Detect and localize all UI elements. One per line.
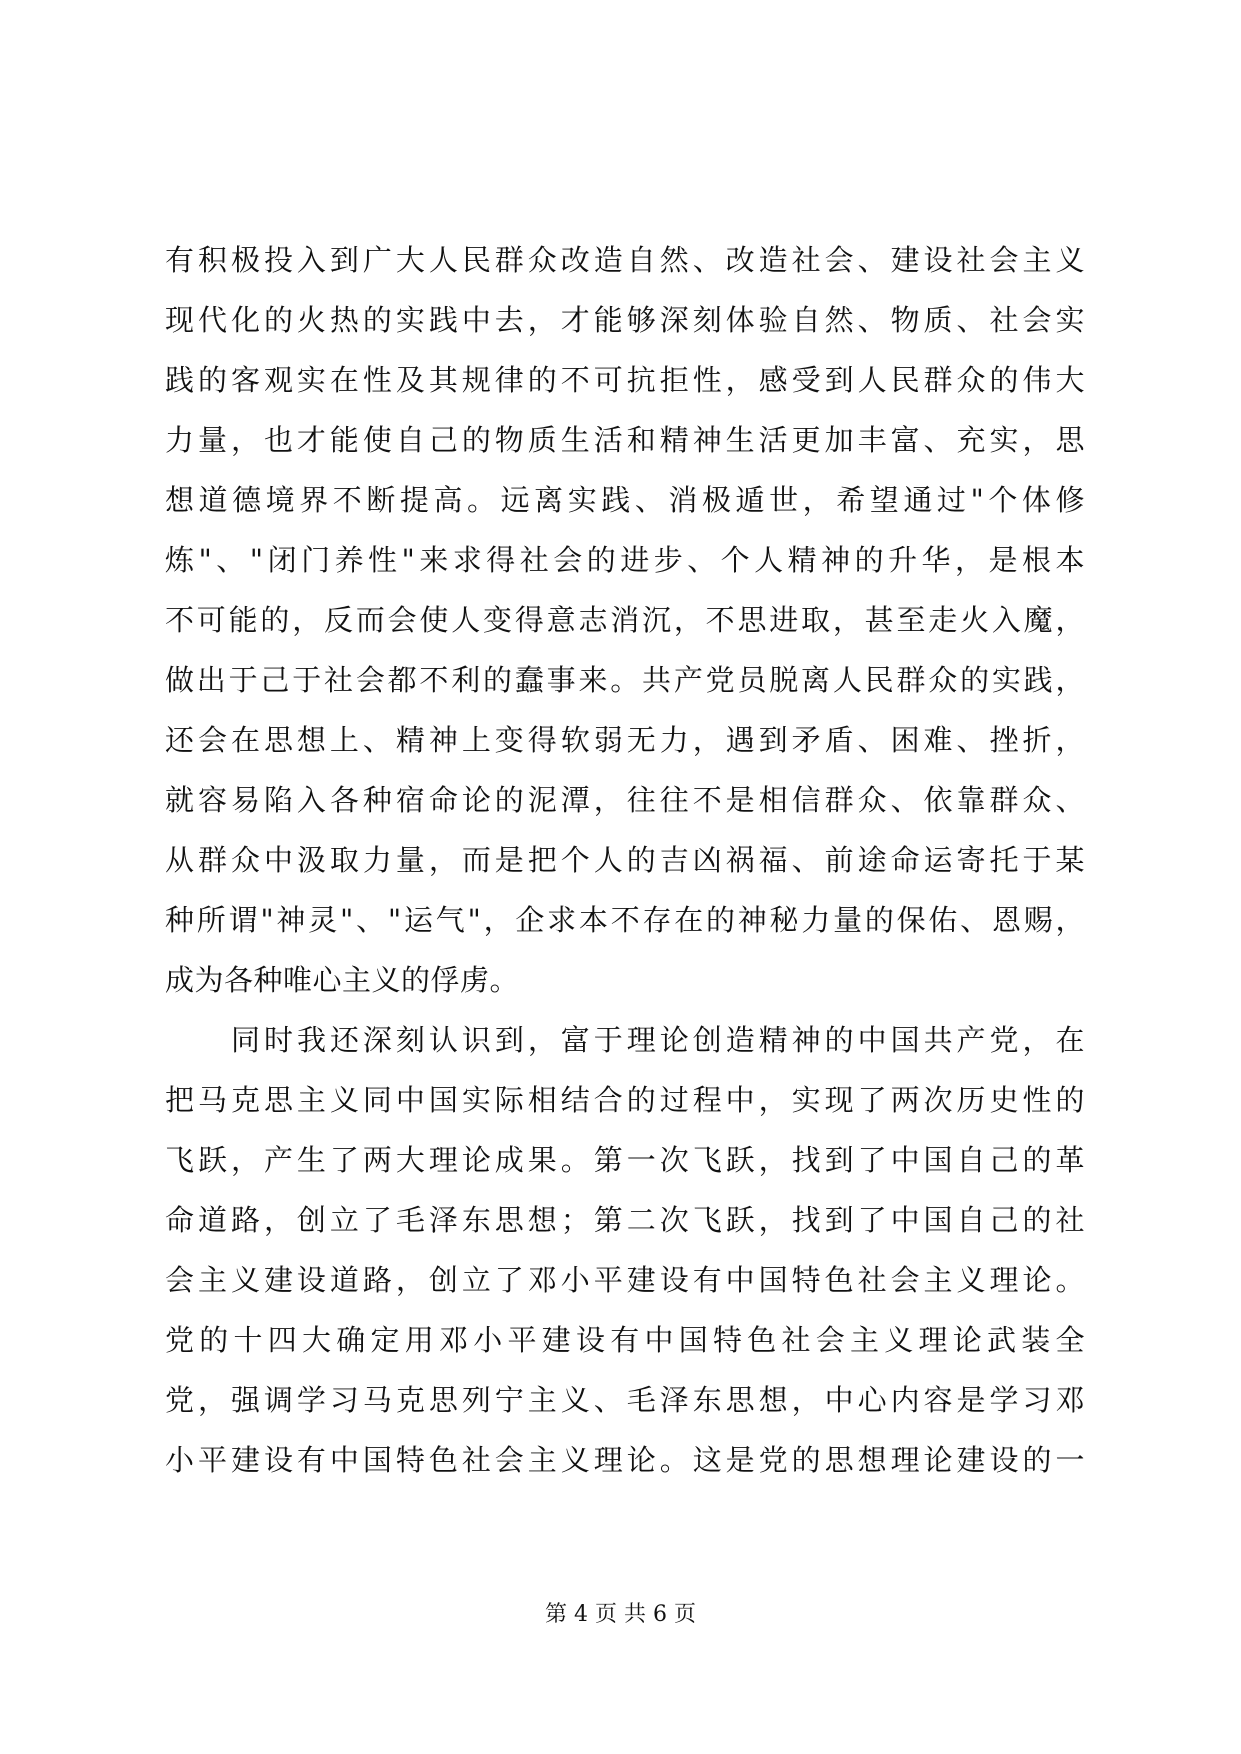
text-line: 把马克思主义同中国实际相结合的过程中，实现了两次历史性的 [165,1083,1085,1117]
text-line: 小平建设有中国特色社会主义理论。这是党的思想理论建设的一 [165,1443,1085,1477]
text-line: 现代化的火热的实践中去，才能够深刻体验自然、物质、社会实 [165,303,1085,337]
text-line: 做出于己于社会都不利的蠢事来。共产党员脱离人民群众的实践， [165,663,1085,697]
text-line: 想道德境界不断提高。远离实践、消极遁世，希望通过"个体修 [165,483,1085,517]
text-line: 就容易陷入各种宿命论的泥潭，往往不是相信群众、依靠群众、 [165,783,1085,817]
text-line: 有积极投入到广大人民群众改造自然、改造社会、建设社会主义 [165,243,1085,277]
page-number-footer: 第 4 页 共 6 页 [545,1602,696,1627]
text-line: 践的客观实在性及其规律的不可抗拒性，感受到人民群众的伟大 [165,363,1085,397]
text-line: 炼"、"闭门养性"来求得社会的进步、个人精神的升华，是根本 [165,543,1085,577]
text-line: 飞跃，产生了两大理论成果。第一次飞跃，找到了中国自己的革 [165,1143,1085,1177]
text-line: 成为各种唯心主义的俘虏。 [165,963,520,997]
text-line: 命道路，创立了毛泽东思想；第二次飞跃，找到了中国自己的社 [165,1203,1085,1237]
text-line: 党的十四大确定用邓小平建设有中国特色社会主义理论武装全 [165,1323,1085,1357]
text-line: 不可能的，反而会使人变得意志消沉，不思进取，甚至走火入魔， [165,603,1085,637]
text-line: 党，强调学习马克思列宁主义、毛泽东思想，中心内容是学习邓 [165,1383,1085,1417]
text-line: 力量，也才能使自己的物质生活和精神生活更加丰富、充实，思 [165,423,1085,457]
text-line: 还会在思想上、精神上变得软弱无力，遇到矛盾、困难、挫折， [165,723,1085,757]
text-line: 同时我还深刻认识到，富于理论创造精神的中国共产党，在 [231,1023,1085,1057]
body-text [165,230,1085,1490]
text-line: 种所谓"神灵"、"运气"，企求本不存在的神秘力量的保佑、恩赐， [165,903,1085,937]
text-line: 会主义建设道路，创立了邓小平建设有中国特色社会主义理论。 [165,1263,1085,1297]
text-line: 从群众中汲取力量，而是把个人的吉凶祸福、前途命运寄托于某 [165,843,1085,877]
